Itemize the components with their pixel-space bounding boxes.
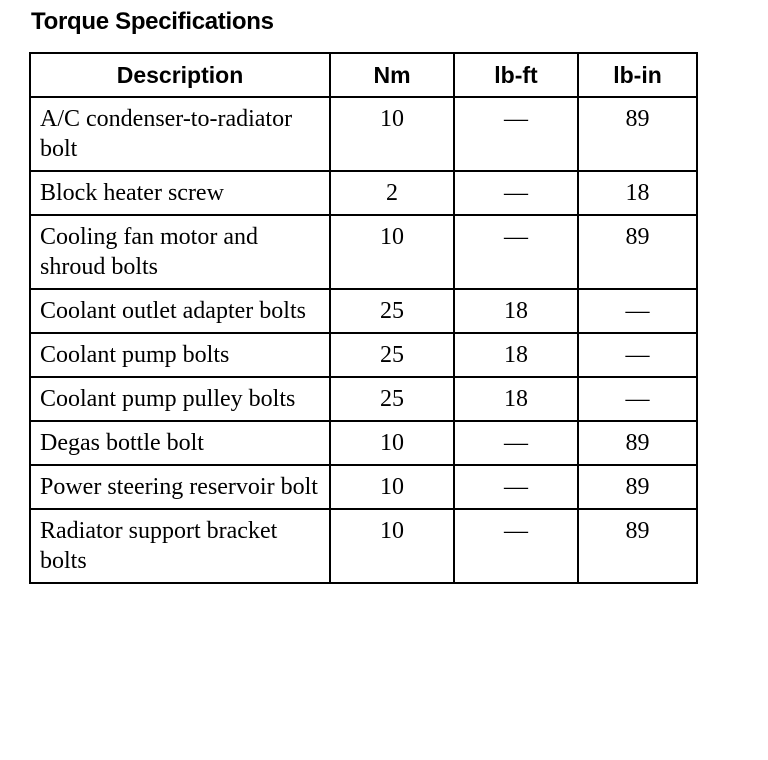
- cell-nm: 10: [330, 421, 454, 465]
- cell-nm: 25: [330, 289, 454, 333]
- cell-description: Block heater screw: [30, 171, 330, 215]
- table-row: [30, 215, 697, 289]
- cell-lb-ft: —: [454, 171, 578, 215]
- table-row: [30, 465, 697, 509]
- cell-lb-in: 89: [578, 215, 697, 289]
- header-description: Description: [30, 53, 330, 97]
- torque-spec-table: [29, 52, 698, 584]
- cell-nm: 25: [330, 377, 454, 421]
- cell-lb-in: 89: [578, 509, 697, 583]
- cell-lb-in: 89: [578, 421, 697, 465]
- cell-lb-in: —: [578, 377, 697, 421]
- cell-description: Degas bottle bolt: [30, 421, 330, 465]
- table-row: [30, 377, 697, 421]
- cell-lb-ft: —: [454, 215, 578, 289]
- cell-description: A/C condenser-to-radiator bolt: [30, 97, 330, 171]
- table-row: [30, 171, 697, 215]
- cell-nm: 10: [330, 215, 454, 289]
- page-title: Torque Specifications: [31, 8, 274, 35]
- cell-lb-ft: 18: [454, 377, 578, 421]
- cell-nm: 25: [330, 333, 454, 377]
- header-nm: Nm: [330, 53, 454, 97]
- cell-lb-in: 18: [578, 171, 697, 215]
- cell-lb-in: —: [578, 333, 697, 377]
- cell-lb-ft: 18: [454, 333, 578, 377]
- table-row: [30, 333, 697, 377]
- cell-lb-in: 89: [578, 465, 697, 509]
- table-row: [30, 509, 697, 583]
- cell-lb-in: 89: [578, 97, 697, 171]
- header-lb-ft: lb-ft: [454, 53, 578, 97]
- cell-lb-in: —: [578, 289, 697, 333]
- table-row: [30, 421, 697, 465]
- cell-nm: 10: [330, 465, 454, 509]
- header-lb-in: lb-in: [578, 53, 697, 97]
- cell-lb-ft: —: [454, 421, 578, 465]
- cell-description: Radiator support bracket bolts: [30, 509, 330, 583]
- table-row: [30, 97, 697, 171]
- cell-description: Coolant pump pulley bolts: [30, 377, 330, 421]
- cell-nm: 10: [330, 97, 454, 171]
- cell-lb-ft: —: [454, 509, 578, 583]
- table-row: [30, 289, 697, 333]
- cell-description: Power steering reservoir bolt: [30, 465, 330, 509]
- cell-lb-ft: 18: [454, 289, 578, 333]
- cell-lb-ft: —: [454, 97, 578, 171]
- table-header-row: [30, 53, 697, 97]
- cell-description: Cooling fan motor and shroud bolts: [30, 215, 330, 289]
- cell-nm: 10: [330, 509, 454, 583]
- cell-description: Coolant outlet adapter bolts: [30, 289, 330, 333]
- cell-description: Coolant pump bolts: [30, 333, 330, 377]
- cell-lb-ft: —: [454, 465, 578, 509]
- cell-nm: 2: [330, 171, 454, 215]
